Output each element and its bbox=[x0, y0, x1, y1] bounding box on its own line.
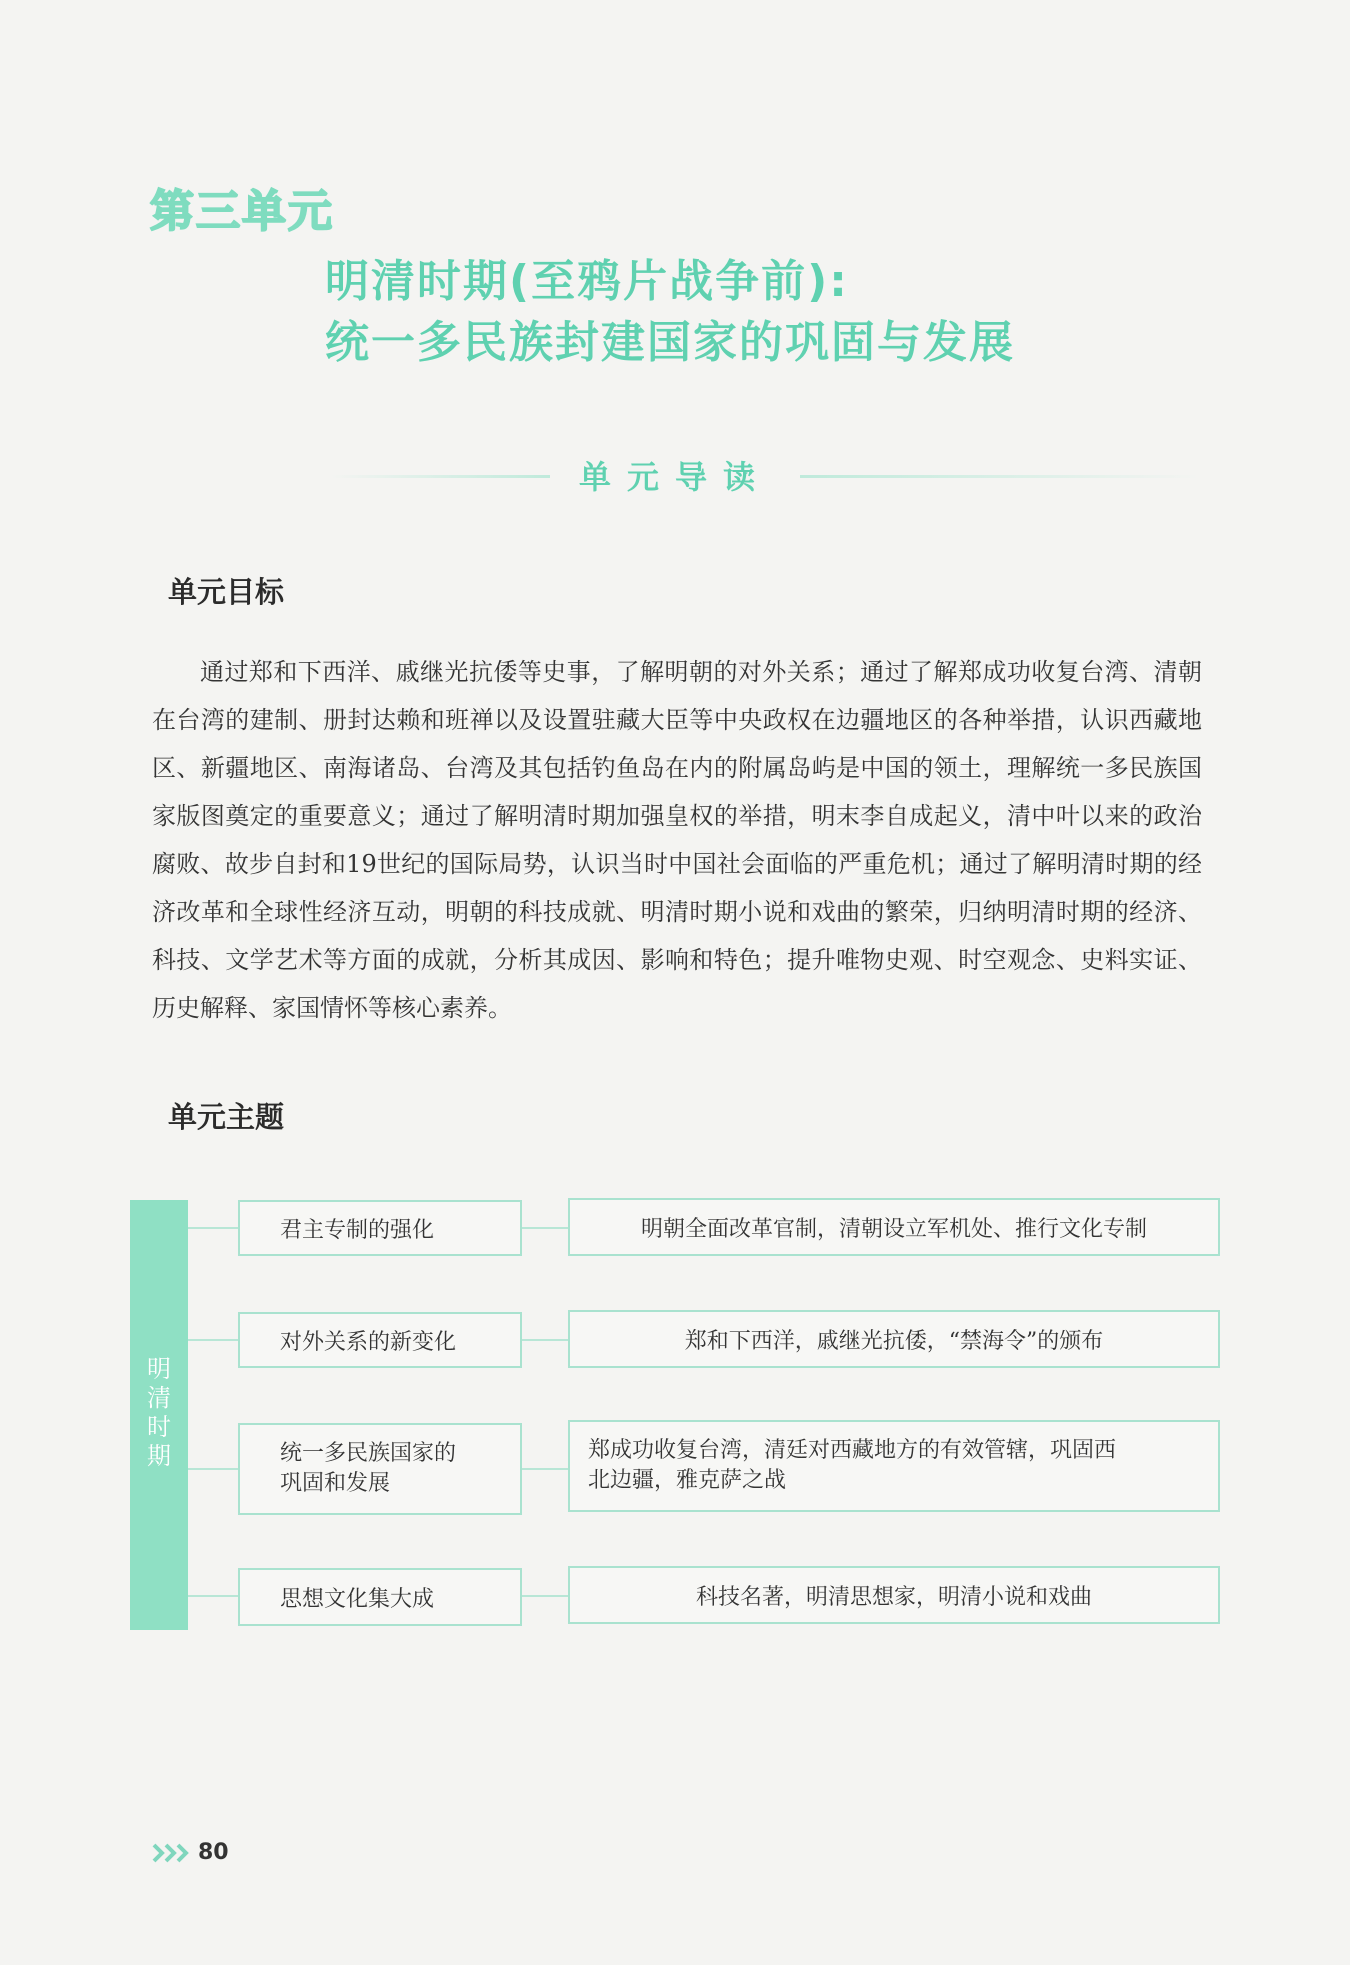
theme-topic: 对外关系的新变化 bbox=[280, 1329, 457, 1355]
theme-topic-box bbox=[238, 1200, 522, 1256]
theme-detail-box bbox=[568, 1310, 1220, 1368]
unit-title-line2: 统一多民族封建国家的巩固与发展 bbox=[325, 317, 1015, 368]
connector bbox=[522, 1339, 568, 1341]
diagram-root-label: 明清时期 bbox=[147, 1355, 171, 1470]
page-number: 80 bbox=[198, 1840, 229, 1865]
unit-label: 第三单元 bbox=[150, 186, 334, 237]
theme-topic: 思想文化集大成 bbox=[280, 1586, 435, 1612]
connector bbox=[188, 1227, 238, 1229]
theme-detail-line2: 北边疆，雅克萨之战 bbox=[588, 1468, 787, 1493]
themes-heading: 单元主题 bbox=[168, 1100, 285, 1134]
connector bbox=[188, 1595, 238, 1597]
theme-detail-line1: 郑成功收复台湾，清廷对西藏地方的有效管辖，巩固西 bbox=[588, 1438, 1117, 1463]
theme-topic-box bbox=[238, 1312, 522, 1368]
connector bbox=[522, 1227, 568, 1229]
theme-detail: 科技名著，明清思想家，明清小说和戏曲 bbox=[695, 1584, 1092, 1610]
theme-detail-box bbox=[568, 1198, 1220, 1256]
theme-topic-box bbox=[238, 1568, 522, 1626]
unit-title-line1: 明清时期(至鸦片战争前): bbox=[325, 256, 849, 307]
chevrons-icon bbox=[152, 1842, 194, 1864]
connector bbox=[188, 1339, 238, 1341]
theme-topic-line2: 巩固和发展 bbox=[280, 1471, 391, 1496]
theme-topic-line1: 统一多民族国家的 bbox=[280, 1441, 457, 1466]
goals-heading: 单元目标 bbox=[168, 575, 285, 609]
connector bbox=[188, 1468, 238, 1470]
theme-topic-box bbox=[238, 1423, 522, 1515]
theme-detail-box bbox=[568, 1420, 1220, 1512]
theme-topic: 君主专制的强化 bbox=[280, 1217, 435, 1243]
unit-guide-title: 单元导读 bbox=[578, 458, 771, 496]
goals-paragraph: 通过郑和下西洋、戚继光抗倭等史事，了解明朝的对外关系；通过了解郑成功收复台湾、清朝在台湾的建制、册封达赖和班禅以及设置驻藏大臣等中央政权在边疆地区的各种举措，认识西藏地区、新疆地区、南海诸岛、台湾及其包括钓鱼岛在内的附属岛屿是中国的领土，理解统一多民族国家版图奠定的重要意义；通过了解明清时期加强皇权的举措，明末李自成起义，清中叶以来的政治腐败、故步自封和19世纪的国际局势，认识当时中国社会面临的严重危机；通过了解明清时期的经济改革和全球性经济互动，明朝的科技成就、明清时期小说和戏曲的繁荣，归纳明清时期的经济、科技、文学艺术等方面的成就，分析其成因、影响和特色；提升唯物史观、时空观念、史料实证、历史解释、家国情怀等核心素养。 bbox=[152, 658, 1202, 1022]
theme-detail: 明朝全面改革官制，清朝设立军机处、推行文化专制 bbox=[640, 1216, 1147, 1242]
connector bbox=[522, 1468, 568, 1470]
theme-detail-box bbox=[568, 1566, 1220, 1624]
theme-detail: 郑和下西洋，戚继光抗倭，“禁海令”的颁布 bbox=[684, 1328, 1104, 1354]
connector bbox=[522, 1595, 568, 1597]
